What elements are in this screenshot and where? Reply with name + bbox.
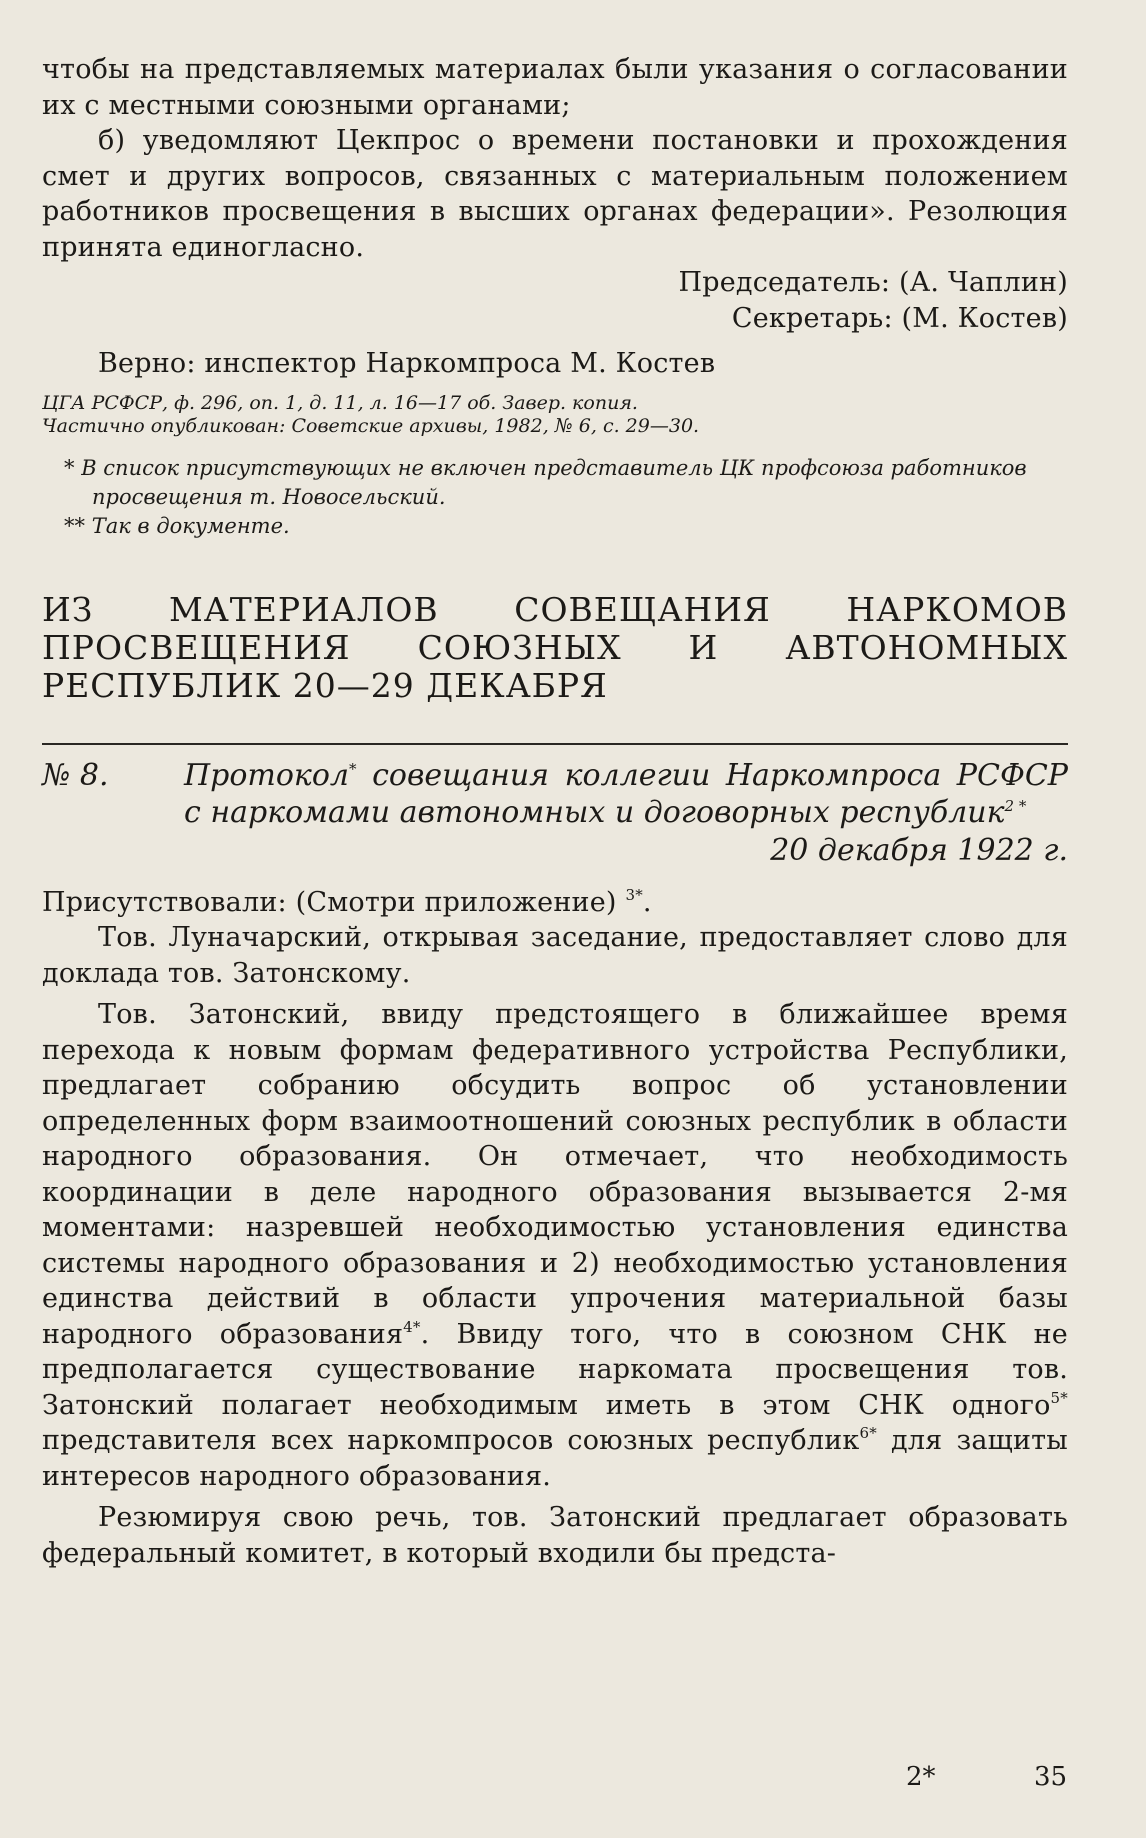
footnote-ref: 2 *: [1004, 796, 1027, 815]
footnote-ref: 5*: [1050, 1388, 1068, 1407]
paragraph-part: для защиты интересов народного образования.: [42, 1425, 1068, 1492]
section-title: ИЗ МАТЕРИАЛОВ СОВЕЩАНИЯ НАРКОМОВ ПРОСВЕЩЕНИЯ СОЮЗНЫХ И АВТОНОМНЫХ РЕСПУБЛИК 20—29 ДЕКАБРЯ: [42, 589, 1068, 705]
footnotes: [42, 454, 1068, 541]
paragraph-part: . Ввиду того, что в союзном СНК не предполагается существование наркомата просвещения тов. Затонский полагает необходимым иметь в этом СНК одного: [42, 1318, 1068, 1421]
paragraph: Резюмируя свою речь, тов. Затонский предлагает образовать федеральный комитет, в который входили бы предста-: [42, 1502, 1068, 1569]
attendance-text: Присутствовали: (Смотри приложение): [42, 886, 617, 918]
document-title-part: совещания коллегии Наркомпроса РСФСР с наркомами автономных и договорных республик: [184, 757, 1068, 830]
footnote-ref: *: [349, 759, 357, 778]
paragraph-part: представителя всех наркомпросов союзных республик: [42, 1425, 860, 1456]
paragraph: [42, 997, 1068, 1494]
punctuation: .: [642, 886, 652, 918]
footnote-ref: 4*: [403, 1317, 421, 1336]
attendance-line: [42, 885, 1068, 921]
source-line: Частично опубликован: Советские архивы, 1982, № 6, с. 29—30.: [42, 414, 700, 437]
footnote-mark: **: [64, 513, 85, 538]
archival-source: [42, 392, 1068, 438]
document-heading: [42, 757, 1068, 831]
printer-signature: 2*: [906, 1762, 936, 1792]
footnote-text: Так в документе.: [91, 513, 290, 538]
footnote-text: В список присутствующих не включен представитель ЦК профсоюза работников просвещения т. Новосельский.: [81, 455, 1027, 509]
document-title-part: Протокол: [184, 757, 350, 793]
paragraph: чтобы на представляемых материалах были указания о согласовании их с местными союзными органами;: [42, 54, 1068, 121]
footnote: [42, 512, 1068, 541]
source-line: ЦГА РСФСР, ф. 296, оп. 1, д. 11, л. 16—17 об. Завер. копия.: [42, 391, 638, 414]
verification-line: Верно: инспектор Наркомпроса М. Костев: [98, 348, 716, 379]
page-number: 35: [1034, 1762, 1068, 1792]
secretary-signature: Секретарь: (М. Костев): [731, 302, 1068, 334]
paragraph: б) уведомляют Цекпрос о времени постановки и прохождения смет и других вопросов, связанных с материальным положением работников просвещения в высших органах федерации». Резолюция принята единогласно.: [42, 125, 1068, 263]
paragraph: Тов. Луначарский, открывая заседание, предоставляет слово для доклада тов. Затонскому.: [42, 922, 1068, 989]
footnote-mark: *: [64, 455, 75, 480]
divider: [42, 743, 1068, 745]
chairman-signature: Председатель: (А. Чаплин): [678, 267, 1068, 298]
footnote-ref: 3*: [625, 885, 643, 904]
document-date: 20 декабря 1922 г.: [770, 832, 1068, 868]
document-number: № 8.: [42, 757, 109, 793]
footnote-ref: 6*: [859, 1424, 877, 1442]
body-text: [42, 885, 1068, 1572]
document-title: [184, 757, 1068, 831]
top-text: [42, 52, 1068, 382]
paragraph-part: Тов. Затонский, ввиду предстоящего в ближайшее время перехода к новым формам федеративного устройства Республики, предлагает собранию обсудить вопрос об установлении определенных форм взаимоотношений союзных республик в области народного образования. Он отмечает, что необходимость координации в деле народного образования вызывается 2-мя моментами: назревшей необходимостью установления единства системы народного образования и 2) необходимостью установления единства действий в области упрочения материальной базы народного образования: [42, 999, 1068, 1350]
footnote: [42, 454, 1068, 512]
